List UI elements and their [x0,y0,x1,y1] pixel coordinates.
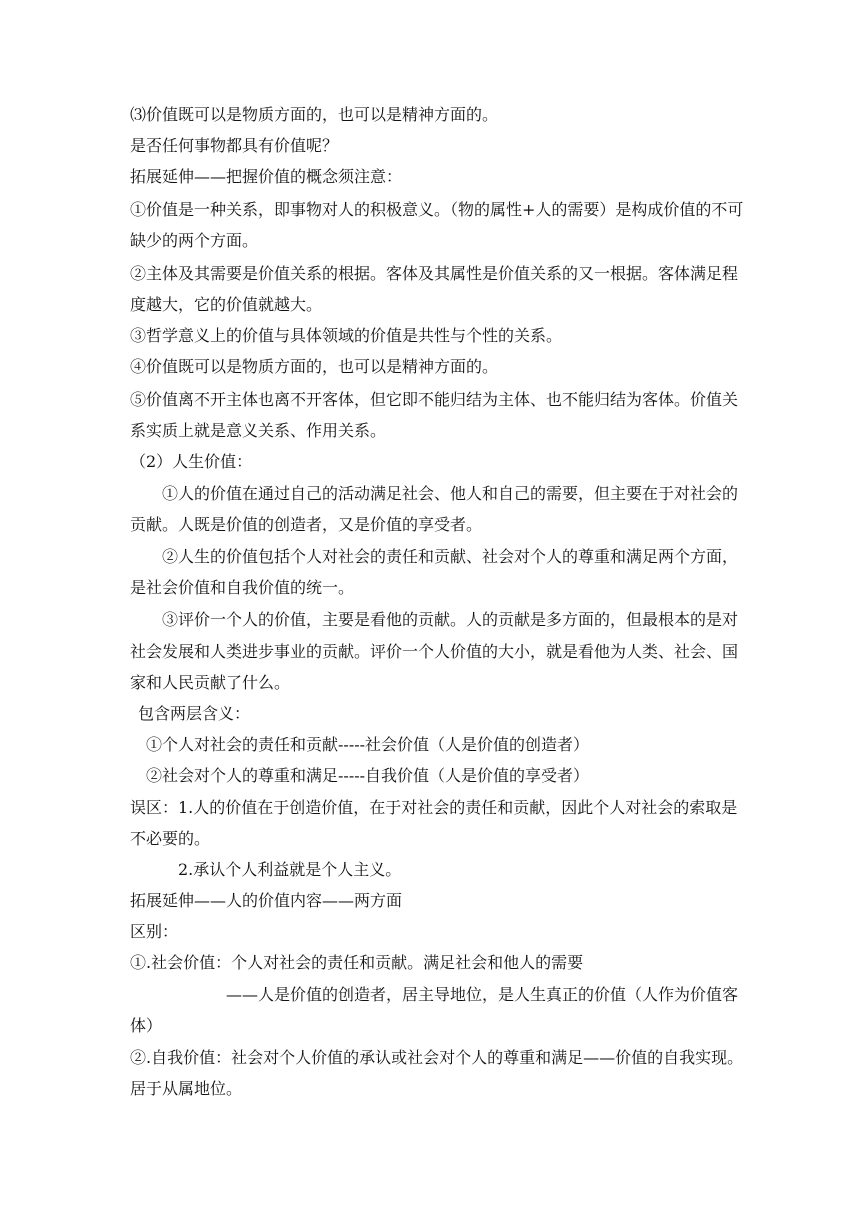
text-line-22: ②社会对个人的尊重和满足-----自我价值（人是价值的享受者） [146,766,590,785]
text-line-16: 是社会价值和自我价值的统一。 [130,578,355,597]
text-line-15: ②人生的价值包括个人对社会的责任和贡献、社会对个人的尊重和满足两个方面， [162,547,739,566]
text-line-14: 贡献。人既是价值的创造者，又是价值的享受者。 [130,515,483,534]
text-line-26: 拓展延伸——人的价值内容——两方面 [130,891,403,910]
text-line-11: 系实质上就是意义关系、作用关系。 [130,421,387,440]
text-line-31: ②.自我价值：社会对个人价值的承认或社会对个人的尊重和满足——价值的自我实现。 [130,1048,744,1067]
text-line-1: ⑶价值既可以是物质方面的，也可以是精神方面的。 [130,105,499,124]
text-line-9: ④价值既可以是物质方面的，也可以是精神方面的。 [130,357,499,376]
text-line-20: 包含两层含义： [138,704,251,723]
text-line-18: 社会发展和人类进步事业的贡献。评价一个人价值的大小，就是看他为人类、社会、国 [130,642,739,661]
text-line-6: ②主体及其需要是价值关系的根据。客体及其属性是价值关系的又一根据。客体满足程 [130,264,739,283]
text-line-7: 度越大，它的价值就越大。 [130,295,323,314]
text-line-8: ③哲学意义上的价值与具体领域的价值是共性与个性的关系。 [130,326,563,345]
text-line-29: ——人是价值的创造者，居主导地位，是人生真正的价值（人作为价值客 [226,985,739,1004]
text-line-28: ①.社会价值：个人对社会的责任和贡献。满足社会和他人的需要 [130,953,584,972]
text-line-5: 缺少的两个方面。 [130,231,259,250]
text-line-10: ⑤价值离不开主体也离不开客体，但它即不能归结为主体、也不能归结为客体。价值关 [130,390,739,409]
text-line-24: 不必要的。 [130,829,211,848]
text-line-17: ③评价一个人的价值，主要是看他的贡献。人的贡献是多方面的，但最根本的是对 [162,610,739,629]
text-line-3: 拓展延伸——把握价值的概念须注意： [130,167,403,186]
text-line-2: 是否任何事物都具有价值呢？ [130,136,339,155]
text-line-30: 体） [130,1016,163,1035]
text-line-19: 家和人民贡献了什么。 [130,673,291,692]
text-line-4: ①价值是一种关系，即事物对人的积极意义。（物的属性+人的需要）是构成价值的不可 [130,200,744,219]
section-heading-life-value: （2）人生价值： [130,452,253,471]
text-line-25: 2.承认个人利益就是个人主义。 [178,860,402,879]
text-line-21: ①个人对社会的责任和贡献-----社会价值（人是价值的创造者） [146,735,590,754]
text-line-27: 区别： [130,922,179,941]
text-line-13: ①人的价值在通过自己的活动满足社会、他人和自己的需要，但主要在于对社会的 [162,484,739,503]
text-line-23: 误区：1.人的价值在于创造价值，在于对社会的责任和贡献，因此个人对社会的索取是 [130,798,738,817]
text-line-32: 居于从属地位。 [130,1079,243,1098]
